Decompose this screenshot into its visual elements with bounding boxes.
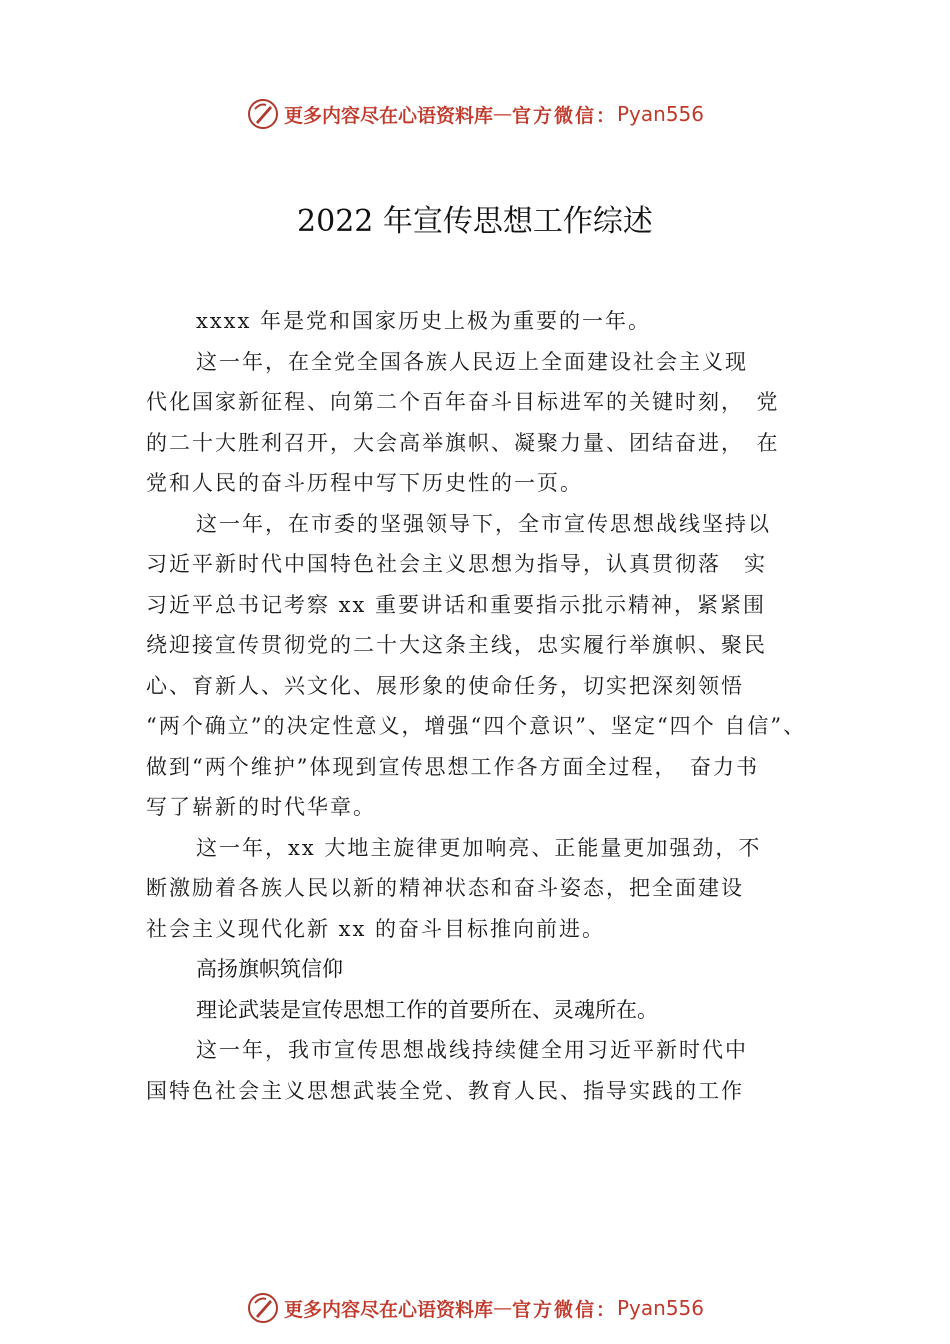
quill-logo-icon (246, 1291, 280, 1325)
paragraph-line: 这一年，在市委的坚强领导下，全市宣传思想战线坚持以 (196, 511, 771, 536)
paragraph-line: 代化国家新征程、向第二个百年奋斗目标进军的关键时刻， 党 (146, 390, 780, 414)
banner-wechat-id: Pyan556 (617, 1296, 705, 1320)
banner-brand: 更多内容尽在心语资料库 (283, 1298, 493, 1321)
document-body (146, 301, 846, 1111)
banner-separator: — (492, 1297, 512, 1319)
paragraph-line: 社会主义现代化新 xx 的奋斗目标推向前进。 (146, 916, 606, 941)
paragraph-line: 这一年，在全党全国各族人民迈上全面建设社会主义现 (196, 349, 748, 374)
paragraph-line: 写了崭新的时代华章。 (146, 795, 376, 819)
paragraph-line: 的二十大胜利召开，大会高举旗帜、凝聚力量、团结奋进， 在 (146, 430, 780, 455)
paragraph-line: 断激励着各族人民以新的精神状态和奋斗姿态，把全面建设 (146, 876, 744, 900)
paragraph-line: 习近平总书记考察 xx 重要讲话和重要指示批示精神，紧紧围 (146, 592, 767, 617)
banner-brand: 更多内容尽在心语资料库 (283, 104, 493, 127)
banner-official-label: 官方微信： (511, 1298, 617, 1321)
quill-logo-icon (246, 97, 280, 131)
paragraph-line: “两个确立”的决定性意义，增强“四个意识”、坚定“四个 自信”、 (146, 714, 807, 738)
paragraph-line: 绕迎接宣传贯彻党的二十大这条主线，忠实履行举旗帜、聚民 (146, 633, 767, 657)
banner-wechat-id: Pyan556 (617, 102, 705, 126)
paragraph-line: 这一年，xx 大地主旋律更加响亮、正能量更加强劲，不 (196, 835, 762, 860)
header-banner (0, 94, 950, 134)
paragraph-line: 习近平新时代中国特色社会主义思想为指导，认真贯彻落 实 (146, 552, 767, 576)
section-heading-line: 理论武装是宣传思想工作的首要所在、灵魂所在。 (196, 997, 658, 1022)
paragraph-line: 心、育新人、兴文化、展形象的使命任务，切实把深刻领悟 (146, 673, 744, 698)
paragraph-line: 这一年，我市宣传思想战线持续健全用习近平新时代中 (196, 1038, 748, 1062)
banner-separator: — (492, 103, 512, 125)
paragraph-line: 做到“两个维护”体现到宣传思想工作各方面全过程， 奋力书 (146, 754, 759, 779)
footer-banner (0, 1288, 950, 1328)
section-heading-line: 高扬旗帜筑信仰 (196, 957, 343, 981)
document-title: 2022 年宣传思想工作综述 (297, 204, 653, 239)
banner-official-label: 官方微信： (511, 104, 617, 127)
paragraph-line: xxxx 年是党和国家历史上极为重要的一年。 (196, 309, 652, 333)
paragraph-line: 国特色社会主义思想武装全党、教育人民、指导实践的工作 (146, 1078, 744, 1103)
paragraph-line: 党和人民的奋斗历程中写下历史性的一页。 (146, 471, 583, 495)
